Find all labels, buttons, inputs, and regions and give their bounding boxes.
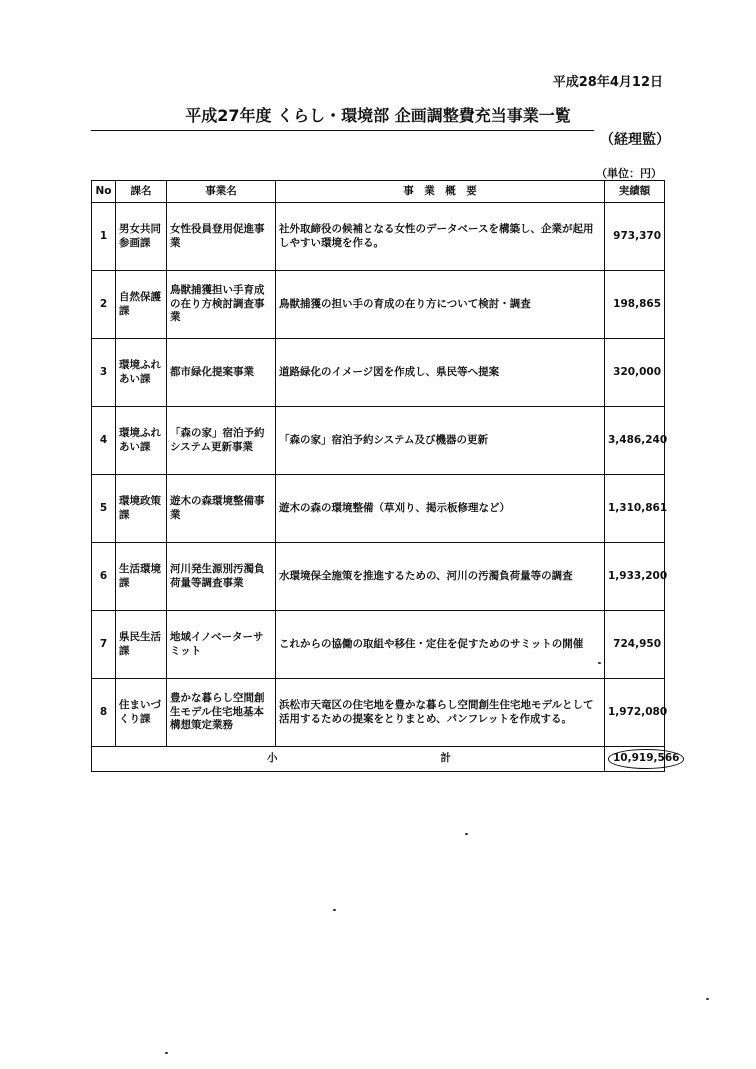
- row-division: 県民生活課: [116, 611, 167, 679]
- row-summary: 鳥獣捕獲の担い手の育成の在り方について検討・調査: [276, 271, 605, 339]
- row-project: 「森の家」宿泊予約システム更新事業: [167, 407, 276, 475]
- row-summary: 道路緑化のイメージ図を作成し、県民等へ提案: [276, 339, 605, 407]
- subtotal-amount-cell: [605, 747, 680, 772]
- document-title: 平成27年度 くらし・環境部 企画調整費充当事業一覧: [185, 106, 571, 125]
- row-division: 環境ふれあい課: [116, 339, 167, 407]
- row-no: 5: [92, 475, 116, 543]
- document-date: 平成28年4月12日: [552, 75, 663, 90]
- scan-speck: [165, 1052, 168, 1054]
- row-summary: これからの協働の取組や移住・定住を促すためのサミットの開催: [276, 611, 605, 679]
- row-no: 7: [92, 611, 116, 679]
- row-division: 自然保護課: [116, 271, 167, 339]
- row-no: 8: [92, 679, 116, 747]
- scan-speck: [598, 662, 601, 664]
- col-header-project: 事業名: [167, 181, 276, 203]
- table-header-row: [92, 181, 665, 203]
- col-header-no: No: [92, 181, 116, 203]
- row-project: 都市緑化提案事業: [167, 339, 276, 407]
- table-row: [92, 611, 665, 679]
- row-project: 鳥獣捕獲担い手育成の在り方検討調査事業: [167, 271, 276, 339]
- row-division: 男女共同参画課: [116, 203, 167, 271]
- row-division: 住まいづくり課: [116, 679, 167, 747]
- table-row: [92, 203, 665, 271]
- scan-speck: [333, 909, 336, 911]
- row-no: 3: [92, 339, 116, 407]
- row-project: 豊かな暮らし空間創生モデル住宅地基本構想策定業務: [167, 679, 276, 747]
- col-header-amount: 実績額: [605, 181, 665, 203]
- row-division: 環境政策課: [116, 475, 167, 543]
- department-label: （経理監）: [600, 132, 670, 148]
- row-summary: 社外取締役の候補となる女性のデータベースを構築し、企業が起用しやすい環境を作る。: [276, 203, 605, 271]
- scan-speck: [465, 833, 468, 835]
- row-no: 2: [92, 271, 116, 339]
- title-underline: [91, 130, 594, 131]
- col-header-division: 課名: [116, 181, 167, 203]
- row-division: 生活環境課: [116, 543, 167, 611]
- subtotal-amount: 10,919,566: [608, 749, 684, 769]
- subtotal-label-cell: [92, 747, 605, 772]
- row-project: 遊木の森環境整備事業: [167, 475, 276, 543]
- row-summary: 水環境保全施策を推進するための、河川の汚濁負荷量等の調査: [276, 543, 605, 611]
- table-row: [92, 407, 665, 475]
- row-no: 6: [92, 543, 116, 611]
- row-amount: 1,972,080: [605, 679, 665, 747]
- row-amount: 973,370: [605, 203, 665, 271]
- row-summary: 浜松市天竜区の住宅地を豊かな暮らし空間創生住宅地モデルとして活用するための提案をとりまとめ、パンフレットを作成する。: [276, 679, 605, 747]
- table-row: [92, 543, 665, 611]
- row-summary: 遊木の森の環境整備（草刈り、掲示板修理など）: [276, 475, 605, 543]
- col-header-summary: 事 業 概 要: [276, 181, 605, 203]
- row-no: 4: [92, 407, 116, 475]
- row-amount: 198,865: [605, 271, 665, 339]
- project-table: [91, 180, 680, 772]
- row-project: 地域イノベーターサミット: [167, 611, 276, 679]
- row-summary: 「森の家」宿泊予約システム及び機器の更新: [276, 407, 605, 475]
- subtotal-label-left: 小: [267, 752, 278, 764]
- row-project: 河川発生源別汚濁負荷量等調査事業: [167, 543, 276, 611]
- subtotal-row: [92, 747, 665, 772]
- table-row: [92, 271, 665, 339]
- table-row: [92, 679, 665, 747]
- unit-label: （単位：円）: [596, 167, 662, 180]
- table-row: [92, 339, 665, 407]
- row-amount: 1,310,861: [605, 475, 665, 543]
- row-no: 1: [92, 203, 116, 271]
- table-row: [92, 475, 665, 543]
- row-amount: 724,950: [605, 611, 665, 679]
- row-division: 環境ふれあい課: [116, 407, 167, 475]
- subtotal-label-right: 計: [440, 752, 451, 764]
- row-project: 女性役員登用促進事業: [167, 203, 276, 271]
- row-amount: 3,486,240: [605, 407, 665, 475]
- scan-speck: [706, 998, 709, 1000]
- row-amount: 320,000: [605, 339, 665, 407]
- row-amount: 1,933,200: [605, 543, 665, 611]
